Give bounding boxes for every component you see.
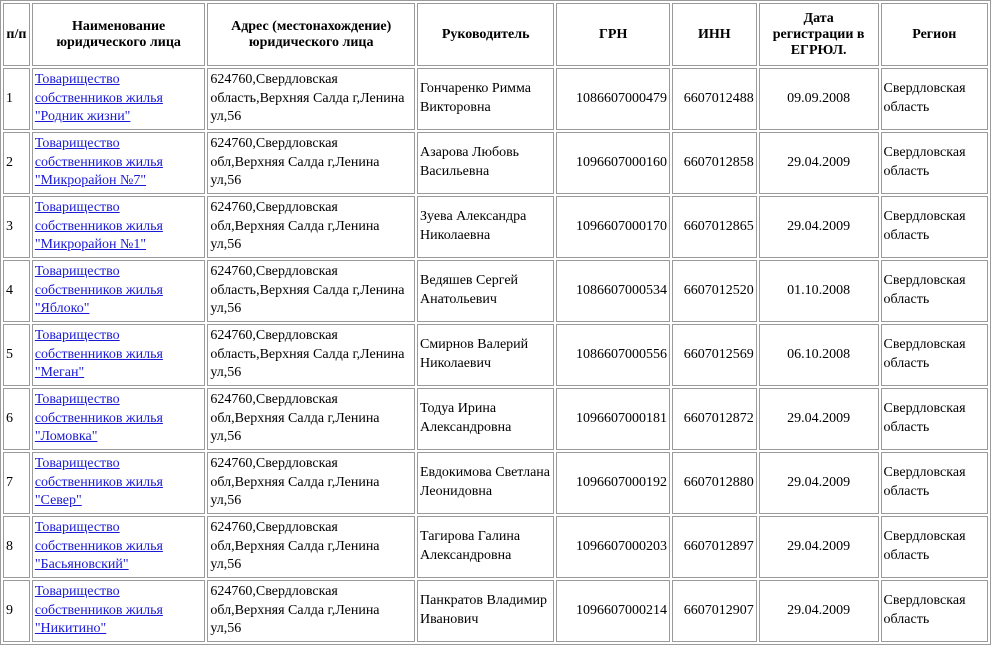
header-address: Адрес (местонахождение) юридического лица [207,3,415,66]
cell-grn: 1096607000181 [556,388,670,450]
organization-link[interactable]: Товарищество собственников жилья "Ломовка" [34,392,163,445]
cell-num: 6 [3,388,30,450]
organization-link[interactable]: Товарищество собственников жилья "Микрорайон №1" [34,200,163,253]
cell-inn: 6607012569 [672,324,757,386]
cell-region: Свердловская область [881,452,988,514]
cell-num: 4 [3,260,30,322]
cell-region: Свердловская область [881,196,988,258]
cell-inn: 6607012872 [672,388,757,450]
cell-name [32,196,206,258]
cell-head: Ведяшев Сергей Анатольевич [417,260,554,322]
cell-date: 29.04.2009 [759,580,879,642]
cell-address: 624760,Свердловская обл,Верхняя Салда г,Ленина ул,56 [207,388,415,450]
cell-address: 624760,Свердловская область,Верхняя Салда г,Ленина ул,56 [207,324,415,386]
cell-date: 01.10.2008 [759,260,879,322]
cell-head: Азарова Любовь Васильевна [417,132,554,194]
cell-date: 29.04.2009 [759,452,879,514]
cell-grn: 1096607000192 [556,452,670,514]
cell-date: 29.04.2009 [759,516,879,578]
header-head: Руководитель [417,3,554,66]
cell-region: Свердловская область [881,324,988,386]
cell-name [32,324,206,386]
cell-num: 1 [3,68,30,130]
organization-link[interactable]: Товарищество собственников жилья "Меган" [34,328,163,381]
organization-link[interactable]: Товарищество собственников жилья "Родник жизни" [34,72,163,125]
cell-grn: 1086607000479 [556,68,670,130]
cell-head: Зуева Александра Николаевна [417,196,554,258]
cell-grn: 1086607000534 [556,260,670,322]
header-row [3,3,988,66]
cell-address: 624760,Свердловская обл,Верхняя Салда г,Ленина ул,56 [207,452,415,514]
table-row [3,516,988,578]
cell-num: 2 [3,132,30,194]
cell-name [32,580,206,642]
header-region: Регион [881,3,988,66]
cell-address: 624760,Свердловская область,Верхняя Салда г,Ленина ул,56 [207,260,415,322]
cell-name [32,516,206,578]
table-row [3,68,988,130]
table-row [3,132,988,194]
cell-head: Тагирова Галина Александровна [417,516,554,578]
cell-address: 624760,Свердловская обл,Верхняя Салда г,Ленина ул,56 [207,132,415,194]
cell-grn: 1096607000214 [556,580,670,642]
header-num: п/п [3,3,30,66]
cell-address: 624760,Свердловская обл,Верхняя Салда г,Ленина ул,56 [207,516,415,578]
cell-head: Евдокимова Светлана Леонидовна [417,452,554,514]
cell-head: Тодуа Ирина Александровна [417,388,554,450]
cell-date: 06.10.2008 [759,324,879,386]
organization-link[interactable]: Товарищество собственников жилья "Яблоко" [34,264,163,317]
cell-address: 624760,Свердловская обл,Верхняя Салда г,Ленина ул,56 [207,580,415,642]
cell-name [32,132,206,194]
header-inn: ИНН [672,3,757,66]
table-row [3,452,988,514]
cell-head: Панкратов Владимир Иванович [417,580,554,642]
cell-region: Свердловская область [881,132,988,194]
cell-name [32,260,206,322]
header-name: Наименование юридического лица [32,3,206,66]
cell-address: 624760,Свердловская обл,Верхняя Салда г,Ленина ул,56 [207,196,415,258]
cell-head: Смирнов Валерий Николаевич [417,324,554,386]
cell-num: 8 [3,516,30,578]
organization-link[interactable]: Товарищество собственников жилья "Север" [34,456,163,509]
cell-grn: 1096607000160 [556,132,670,194]
cell-date: 29.04.2009 [759,388,879,450]
cell-address: 624760,Свердловская область,Верхняя Салда г,Ленина ул,56 [207,68,415,130]
cell-region: Свердловская область [881,260,988,322]
cell-name [32,452,206,514]
cell-num: 7 [3,452,30,514]
cell-grn: 1096607000203 [556,516,670,578]
table-row [3,196,988,258]
cell-grn: 1086607000556 [556,324,670,386]
header-date: Дата регистрации в ЕГРЮЛ. [759,3,879,66]
organization-link[interactable]: Товарищество собственников жилья "Никитино" [34,584,163,637]
cell-head: Гончаренко Римма Викторовна [417,68,554,130]
header-grn: ГРН [556,3,670,66]
cell-inn: 6607012858 [672,132,757,194]
cell-date: 29.04.2009 [759,196,879,258]
organization-link[interactable]: Товарищество собственников жилья "Микрорайон №7" [34,136,163,189]
table-row [3,324,988,386]
cell-num: 9 [3,580,30,642]
cell-num: 3 [3,196,30,258]
cell-inn: 6607012907 [672,580,757,642]
cell-name [32,68,206,130]
cell-region: Свердловская область [881,68,988,130]
cell-num: 5 [3,324,30,386]
cell-inn: 6607012880 [672,452,757,514]
cell-inn: 6607012520 [672,260,757,322]
cell-name [32,388,206,450]
table-row [3,580,988,642]
cell-inn: 6607012865 [672,196,757,258]
cell-date: 09.09.2008 [759,68,879,130]
cell-grn: 1096607000170 [556,196,670,258]
cell-region: Свердловская область [881,388,988,450]
table-row [3,388,988,450]
cell-date: 29.04.2009 [759,132,879,194]
cell-region: Свердловская область [881,580,988,642]
table-row [3,260,988,322]
cell-region: Свердловская область [881,516,988,578]
organization-link[interactable]: Товарищество собственников жилья "Басьяновский" [34,520,163,573]
cell-inn: 6607012488 [672,68,757,130]
cell-inn: 6607012897 [672,516,757,578]
